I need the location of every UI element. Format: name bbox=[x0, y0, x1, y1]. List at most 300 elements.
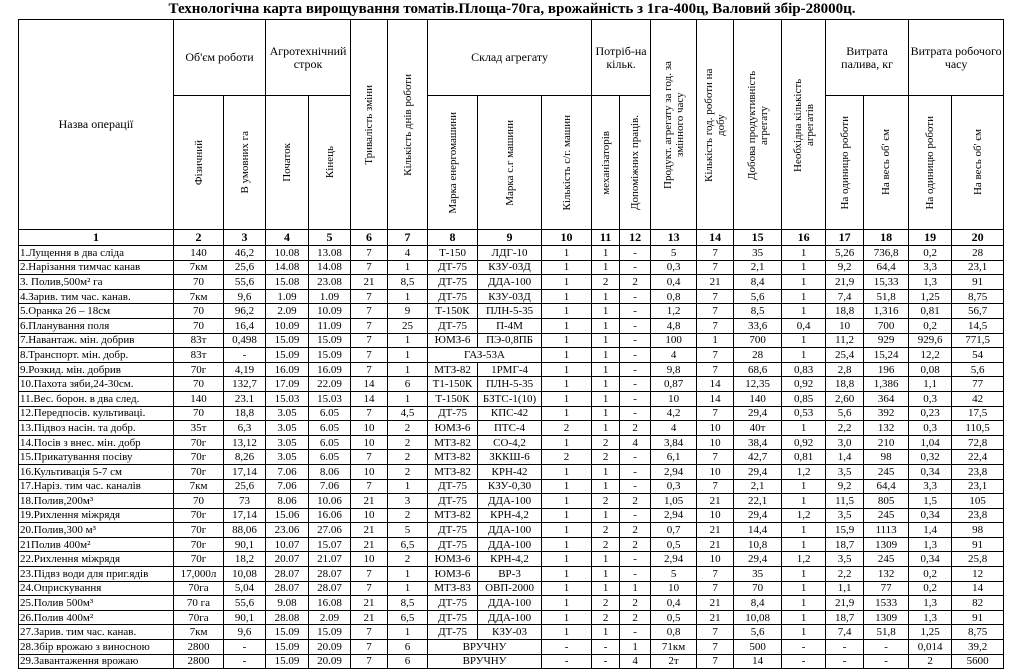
table-cell: ДДА-100 bbox=[478, 523, 542, 538]
table-cell: 1 bbox=[592, 377, 620, 392]
table-cell: 1 bbox=[388, 333, 428, 348]
table-cell: 3.05 bbox=[266, 421, 309, 436]
table-cell: 7 bbox=[351, 450, 388, 465]
table-cell: 98 bbox=[952, 523, 1004, 538]
table-cell: 2,2 bbox=[826, 421, 864, 436]
header-daily-productivity: Добова продуктивність агрегату bbox=[745, 69, 770, 180]
table-cell: 70г bbox=[174, 523, 224, 538]
table-cell: 9 bbox=[388, 304, 428, 319]
operation-name-cell: 7.Навантаж. мін. добрив bbox=[19, 333, 174, 348]
table-cell: 1 bbox=[782, 581, 826, 596]
table-cell: КПС-42 bbox=[478, 406, 542, 421]
table-cell: ДТ-75 bbox=[428, 625, 478, 640]
table-cell: 9,2 bbox=[826, 260, 864, 275]
table-cell: 21 bbox=[351, 610, 388, 625]
table-cell: 2 bbox=[388, 508, 428, 523]
table-cell: - bbox=[620, 464, 651, 479]
table-cell: 7 bbox=[697, 654, 734, 669]
table-cell: 7 bbox=[697, 289, 734, 304]
table-cell: 7 bbox=[697, 348, 734, 363]
operation-name-cell: 16.Культивація 5-7 см bbox=[19, 464, 174, 479]
column-number: 4 bbox=[266, 230, 309, 246]
table-cell: 70г bbox=[174, 450, 224, 465]
table-cell: 1 bbox=[592, 479, 620, 494]
table-cell: 15,24 bbox=[864, 348, 909, 363]
table-cell: 0,8 bbox=[651, 289, 697, 304]
table-cell: 4 bbox=[651, 348, 697, 363]
table-cell: 1 bbox=[388, 362, 428, 377]
table-cell: 1 bbox=[782, 348, 826, 363]
table-cell: - bbox=[620, 625, 651, 640]
table-cell: 25,6 bbox=[224, 260, 266, 275]
table-cell: 929 bbox=[864, 333, 909, 348]
table-cell: - bbox=[620, 508, 651, 523]
table-cell: 0,4 bbox=[651, 275, 697, 290]
table-cell: 2,8 bbox=[826, 362, 864, 377]
table-cell: 6 bbox=[388, 377, 428, 392]
table-cell: 1533 bbox=[864, 596, 909, 611]
table-cell: 18,7 bbox=[826, 610, 864, 625]
table-cell: 1 bbox=[542, 260, 592, 275]
table-cell: 1 bbox=[542, 435, 592, 450]
operation-name-cell: 5.Оранка 26 – 18см bbox=[19, 304, 174, 319]
table-cell: 1 bbox=[620, 640, 651, 655]
table-cell: 39,2 bbox=[952, 640, 1004, 655]
table-cell: КРН-4,2 bbox=[478, 552, 542, 567]
table-cell: 6 bbox=[388, 640, 428, 655]
table-cell: 28 bbox=[734, 348, 782, 363]
table-cell: 11.09 bbox=[309, 318, 351, 333]
table-cell: 23,8 bbox=[952, 508, 1004, 523]
column-number: 18 bbox=[864, 230, 909, 246]
table-cell: 7,4 bbox=[826, 625, 864, 640]
table-cell: 2 bbox=[388, 450, 428, 465]
operation-name-cell: 29.Завантаження врожаю bbox=[19, 654, 174, 669]
header-time-per-unit: На одиницю роботи bbox=[924, 115, 937, 210]
table-cell: 14,5 bbox=[952, 318, 1004, 333]
table-cell: 1 bbox=[542, 275, 592, 290]
table-cell: 1 bbox=[542, 304, 592, 319]
header-daily-productivity-cell bbox=[734, 20, 782, 230]
table-cell: 29,4 bbox=[734, 508, 782, 523]
operation-name-cell: 19.Рихлення міжрядя bbox=[19, 508, 174, 523]
table-cell: 8,26 bbox=[224, 450, 266, 465]
table-row bbox=[19, 610, 1004, 625]
table-cell: 16.08 bbox=[309, 596, 351, 611]
table-cell: 70г bbox=[174, 508, 224, 523]
column-number: 19 bbox=[909, 230, 952, 246]
table-cell: 2 bbox=[620, 275, 651, 290]
table-cell: 14 bbox=[697, 391, 734, 406]
table-cell: 7 bbox=[351, 362, 388, 377]
header-need-count: Потріб-на кільк. bbox=[592, 20, 651, 96]
table-cell: - bbox=[620, 567, 651, 582]
table-cell: 3.05 bbox=[266, 450, 309, 465]
table-cell: 10 bbox=[351, 435, 388, 450]
table-cell: 17,14 bbox=[224, 508, 266, 523]
table-cell: 1 bbox=[592, 362, 620, 377]
table-cell: 10.09 bbox=[266, 318, 309, 333]
table-cell: 15,33 bbox=[864, 275, 909, 290]
table-cell: 10 bbox=[697, 435, 734, 450]
table-cell: 2 bbox=[909, 654, 952, 669]
table-cell: 1 bbox=[782, 567, 826, 582]
table-cell: 2 bbox=[388, 421, 428, 436]
operation-name-cell: 27.Зарив. тим час. канав. bbox=[19, 625, 174, 640]
table-cell: 7 bbox=[351, 289, 388, 304]
header-productivity-hour: Продукт. агрегату за год. за змінного часу bbox=[661, 60, 686, 189]
header-conditional-cell bbox=[224, 96, 266, 230]
table-cell: 15.09 bbox=[266, 333, 309, 348]
table-cell: 8,4 bbox=[734, 275, 782, 290]
table-cell: 3,3 bbox=[909, 260, 952, 275]
table-cell: 1113 bbox=[864, 523, 909, 538]
table-cell: 0,4 bbox=[651, 596, 697, 611]
operation-name-cell: 11.Вес. борон. в два след. bbox=[19, 391, 174, 406]
table-cell: - bbox=[542, 640, 592, 655]
table-cell: 7 bbox=[697, 304, 734, 319]
operation-name-cell: 23.Підвз води для приг.ядів bbox=[19, 567, 174, 582]
table-row bbox=[19, 654, 1004, 669]
table-cell: 0,8 bbox=[651, 625, 697, 640]
table-cell: 15.09 bbox=[266, 625, 309, 640]
table-cell: - bbox=[620, 260, 651, 275]
table-cell: 6.05 bbox=[309, 406, 351, 421]
table-cell: 1 bbox=[542, 406, 592, 421]
table-cell: 77 bbox=[864, 581, 909, 596]
table-cell: 0,92 bbox=[782, 435, 826, 450]
table-cell: ОВП-2000 bbox=[478, 581, 542, 596]
table-cell: 1309 bbox=[864, 610, 909, 625]
header-end: Кінець bbox=[323, 146, 336, 179]
table-cell: 1 bbox=[782, 304, 826, 319]
table-cell: 21 bbox=[351, 596, 388, 611]
table-cell: 7 bbox=[351, 406, 388, 421]
table-cell: 1 bbox=[592, 246, 620, 261]
header-work-days-cell bbox=[388, 20, 428, 230]
table-cell: 33,6 bbox=[734, 318, 782, 333]
table-cell: 10.08 bbox=[266, 246, 309, 261]
table-cell: 7км bbox=[174, 260, 224, 275]
table-cell: 2т bbox=[651, 654, 697, 669]
table-cell: 8,5 bbox=[388, 275, 428, 290]
table-cell: 25,8 bbox=[952, 552, 1004, 567]
table-cell: 2.09 bbox=[266, 304, 309, 319]
operation-name-cell: 24.Оприскування bbox=[19, 581, 174, 596]
table-cell: 42 bbox=[952, 391, 1004, 406]
table-row bbox=[19, 640, 1004, 655]
table-cell: 7 bbox=[697, 260, 734, 275]
table-cell: - bbox=[592, 640, 620, 655]
table-cell: 83т bbox=[174, 348, 224, 363]
table-cell: 0,2 bbox=[909, 318, 952, 333]
table-cell: 929,6 bbox=[909, 333, 952, 348]
table-cell: 70 bbox=[174, 377, 224, 392]
table-cell: 13.08 bbox=[309, 246, 351, 261]
table-cell: 2 bbox=[592, 523, 620, 538]
table-cell: - bbox=[620, 304, 651, 319]
operation-name-cell: 3. Полив,500м² га bbox=[19, 275, 174, 290]
table-cell: 35т bbox=[174, 421, 224, 436]
table-cell: 1 bbox=[592, 304, 620, 319]
header-units-needed: Необхідна кількість агрегатів bbox=[791, 77, 816, 172]
table-cell: 1 bbox=[592, 508, 620, 523]
header-agri-brand-cell bbox=[478, 96, 542, 230]
table-cell: 23,8 bbox=[952, 464, 1004, 479]
table-cell: 1 bbox=[592, 552, 620, 567]
table-cell: 13,12 bbox=[224, 435, 266, 450]
header-physical: Фізичний bbox=[192, 139, 205, 186]
table-cell: 0,2 bbox=[909, 581, 952, 596]
header-conditional: В умовних га bbox=[238, 131, 251, 194]
table-cell: 90,1 bbox=[224, 610, 266, 625]
table-cell: 2 bbox=[542, 450, 592, 465]
table-cell: 10 bbox=[651, 391, 697, 406]
table-cell: 3,5 bbox=[826, 464, 864, 479]
table-cell: 1,3 bbox=[909, 610, 952, 625]
table-cell: 5 bbox=[651, 246, 697, 261]
table-cell: - bbox=[620, 552, 651, 567]
table-cell: 16,4 bbox=[224, 318, 266, 333]
table-row bbox=[19, 246, 1004, 261]
table-cell: 0,5 bbox=[651, 610, 697, 625]
table-cell: ДДА-100 bbox=[478, 537, 542, 552]
table-cell: ДТ-75 bbox=[428, 537, 478, 552]
table-cell: 82 bbox=[952, 596, 1004, 611]
table-cell: ДДА-100 bbox=[478, 610, 542, 625]
table-cell: 15.09 bbox=[309, 625, 351, 640]
table-cell: 17,5 bbox=[952, 406, 1004, 421]
table-row bbox=[19, 464, 1004, 479]
table-row bbox=[19, 362, 1004, 377]
table-row bbox=[19, 508, 1004, 523]
table-cell: 7 bbox=[697, 318, 734, 333]
table-cell: - bbox=[620, 479, 651, 494]
table-cell: 10 bbox=[826, 318, 864, 333]
table-row bbox=[19, 625, 1004, 640]
table-cell: 1,316 bbox=[864, 304, 909, 319]
table-cell: 245 bbox=[864, 552, 909, 567]
table-cell: 6,3 bbox=[224, 421, 266, 436]
table-row bbox=[19, 421, 1004, 436]
table-cell: 2 bbox=[620, 523, 651, 538]
table-cell: 25,4 bbox=[826, 348, 864, 363]
table-cell: 9,2 bbox=[826, 479, 864, 494]
column-number: 11 bbox=[592, 230, 620, 246]
table-cell: 21 bbox=[697, 596, 734, 611]
table-cell: ЮМЗ-6 bbox=[428, 552, 478, 567]
table-cell: 7.06 bbox=[266, 464, 309, 479]
table-cell: 4 bbox=[620, 435, 651, 450]
table-cell: 0,83 bbox=[782, 362, 826, 377]
header-fuel-per-unit-cell bbox=[826, 96, 864, 230]
table-cell: 21,9 bbox=[826, 275, 864, 290]
table-cell: 0,5 bbox=[651, 537, 697, 552]
table-cell: 10 bbox=[351, 464, 388, 479]
table-cell: П-4М bbox=[478, 318, 542, 333]
table-cell: 5,6 bbox=[734, 289, 782, 304]
table-cell: 140 bbox=[174, 246, 224, 261]
table-cell: ДТ-75 bbox=[428, 479, 478, 494]
table-cell: 29,4 bbox=[734, 406, 782, 421]
table-cell: 21 bbox=[351, 275, 388, 290]
table-cell: 7 bbox=[697, 362, 734, 377]
table-cell: - bbox=[620, 450, 651, 465]
table-cell: 7 bbox=[351, 479, 388, 494]
table-cell: ГАЗ-53А bbox=[428, 348, 542, 363]
table-cell: 8,4 bbox=[734, 596, 782, 611]
table-cell: 2 bbox=[592, 610, 620, 625]
table-cell: 14 bbox=[351, 391, 388, 406]
header-shift-duration-cell bbox=[351, 20, 388, 230]
table-cell: 4 bbox=[388, 246, 428, 261]
table-cell: 0,3 bbox=[909, 421, 952, 436]
table-cell: 0,92 bbox=[782, 377, 826, 392]
operation-name-cell: 4.Зарив. тим час. канав. bbox=[19, 289, 174, 304]
table-cell: 1,1 bbox=[826, 581, 864, 596]
table-cell: 21 bbox=[697, 537, 734, 552]
table-cell: 1 bbox=[542, 318, 592, 333]
table-cell: 7 bbox=[351, 304, 388, 319]
table-cell: 18,8 bbox=[224, 406, 266, 421]
table-cell: - bbox=[620, 318, 651, 333]
table-cell: 51,8 bbox=[864, 289, 909, 304]
table-cell: 1 bbox=[782, 479, 826, 494]
table-cell: - bbox=[620, 289, 651, 304]
table-cell: 1 bbox=[782, 246, 826, 261]
table-cell: 245 bbox=[864, 508, 909, 523]
table-cell: 15.09 bbox=[309, 348, 351, 363]
header-hours-per-day-cell bbox=[697, 20, 734, 230]
table-cell: - bbox=[592, 654, 620, 669]
table-cell: 3.05 bbox=[266, 435, 309, 450]
header-agri-brand: Марка с.г машини bbox=[503, 119, 516, 206]
table-cell: 1,4 bbox=[909, 523, 952, 538]
table-cell: - bbox=[864, 654, 909, 669]
table-cell: 1,1 bbox=[909, 377, 952, 392]
table-cell: 4,5 bbox=[388, 406, 428, 421]
table-cell: 2 bbox=[592, 537, 620, 552]
table-cell: 2 bbox=[620, 537, 651, 552]
table-row bbox=[19, 333, 1004, 348]
table-cell: 0,85 bbox=[782, 391, 826, 406]
table-cell: 1 bbox=[542, 552, 592, 567]
table-cell: 1 bbox=[620, 581, 651, 596]
table-cell: 5 bbox=[651, 567, 697, 582]
table-cell: 8.06 bbox=[266, 494, 309, 509]
table-cell: 4,2 bbox=[651, 406, 697, 421]
table-cell: 0,34 bbox=[909, 552, 952, 567]
table-cell: ЮМЗ-6 bbox=[428, 421, 478, 436]
table-cell: 110,5 bbox=[952, 421, 1004, 436]
table-cell: 15.06 bbox=[266, 508, 309, 523]
table-cell: 7 bbox=[351, 625, 388, 640]
table-cell: 56,7 bbox=[952, 304, 1004, 319]
table-cell: 16.06 bbox=[309, 508, 351, 523]
table-cell: МТЗ-82 bbox=[428, 450, 478, 465]
table-cell: 77 bbox=[952, 377, 1004, 392]
table-cell: 28 bbox=[952, 246, 1004, 261]
table-cell: - bbox=[224, 348, 266, 363]
header-helpers: Допоміжних праців. bbox=[629, 115, 642, 210]
table-cell: 28.07 bbox=[266, 567, 309, 582]
table-cell: 51,8 bbox=[864, 625, 909, 640]
table-cell: ЛДГ-10 bbox=[478, 246, 542, 261]
table-cell: 1 bbox=[388, 567, 428, 582]
table-cell: 1 bbox=[542, 377, 592, 392]
table-row bbox=[19, 450, 1004, 465]
table-cell: 9,6 bbox=[224, 625, 266, 640]
table-cell: 1,25 bbox=[909, 625, 952, 640]
table-cell: 1,5 bbox=[909, 494, 952, 509]
table-cell: 10 bbox=[697, 508, 734, 523]
table-cell: 1 bbox=[542, 479, 592, 494]
table-cell: 10 bbox=[697, 421, 734, 436]
table-cell: 1 bbox=[542, 464, 592, 479]
table-cell: 2 bbox=[388, 552, 428, 567]
table-cell: 7 bbox=[697, 406, 734, 421]
table-cell: 1,2 bbox=[782, 464, 826, 479]
table-cell: 91 bbox=[952, 537, 1004, 552]
table-cell: 70г bbox=[174, 464, 224, 479]
table-row bbox=[19, 318, 1004, 333]
table-cell: 1,2 bbox=[782, 552, 826, 567]
table-cell: 7.06 bbox=[309, 479, 351, 494]
table-cell: 10 bbox=[351, 552, 388, 567]
table-cell: 8,5 bbox=[388, 596, 428, 611]
table-cell: 70г bbox=[174, 537, 224, 552]
table-cell: 1 bbox=[592, 348, 620, 363]
table-cell: 1,3 bbox=[909, 275, 952, 290]
table-cell: 11,2 bbox=[826, 333, 864, 348]
table-row bbox=[19, 275, 1004, 290]
table-cell: 1 bbox=[592, 318, 620, 333]
table-cell: 38,4 bbox=[734, 435, 782, 450]
table-cell: 17.09 bbox=[266, 377, 309, 392]
table-cell: 132 bbox=[864, 421, 909, 436]
table-cell: 196 bbox=[864, 362, 909, 377]
operation-name-cell: 12.Передпосів. культиваці. bbox=[19, 406, 174, 421]
table-cell: 1 bbox=[388, 581, 428, 596]
table-cell: 8,75 bbox=[952, 289, 1004, 304]
operation-name-cell: 17.Наріз. тим час. каналів bbox=[19, 479, 174, 494]
table-cell: 0,3 bbox=[651, 479, 697, 494]
table-row bbox=[19, 377, 1004, 392]
table-cell: 28.07 bbox=[309, 567, 351, 582]
table-cell: Т-150 bbox=[428, 246, 478, 261]
table-cell: - bbox=[620, 391, 651, 406]
table-cell: 10 bbox=[351, 508, 388, 523]
table-cell: 1 bbox=[782, 289, 826, 304]
table-cell: 2.09 bbox=[309, 610, 351, 625]
table-cell: 0,53 bbox=[782, 406, 826, 421]
table-cell: 132,7 bbox=[224, 377, 266, 392]
operation-name-cell: 21Полив 400м² bbox=[19, 537, 174, 552]
table-cell: 90,1 bbox=[224, 537, 266, 552]
table-cell: - bbox=[620, 362, 651, 377]
table-cell: 10 bbox=[651, 581, 697, 596]
table-cell: - bbox=[620, 377, 651, 392]
table-cell: 70 bbox=[734, 581, 782, 596]
table-row bbox=[19, 435, 1004, 450]
table-cell: 46,2 bbox=[224, 246, 266, 261]
table-row bbox=[19, 552, 1004, 567]
table-cell: 3,84 bbox=[651, 435, 697, 450]
table-cell: 14 bbox=[734, 654, 782, 669]
table-cell: 29,4 bbox=[734, 552, 782, 567]
table-row bbox=[19, 348, 1004, 363]
table-cell: 10.06 bbox=[309, 494, 351, 509]
